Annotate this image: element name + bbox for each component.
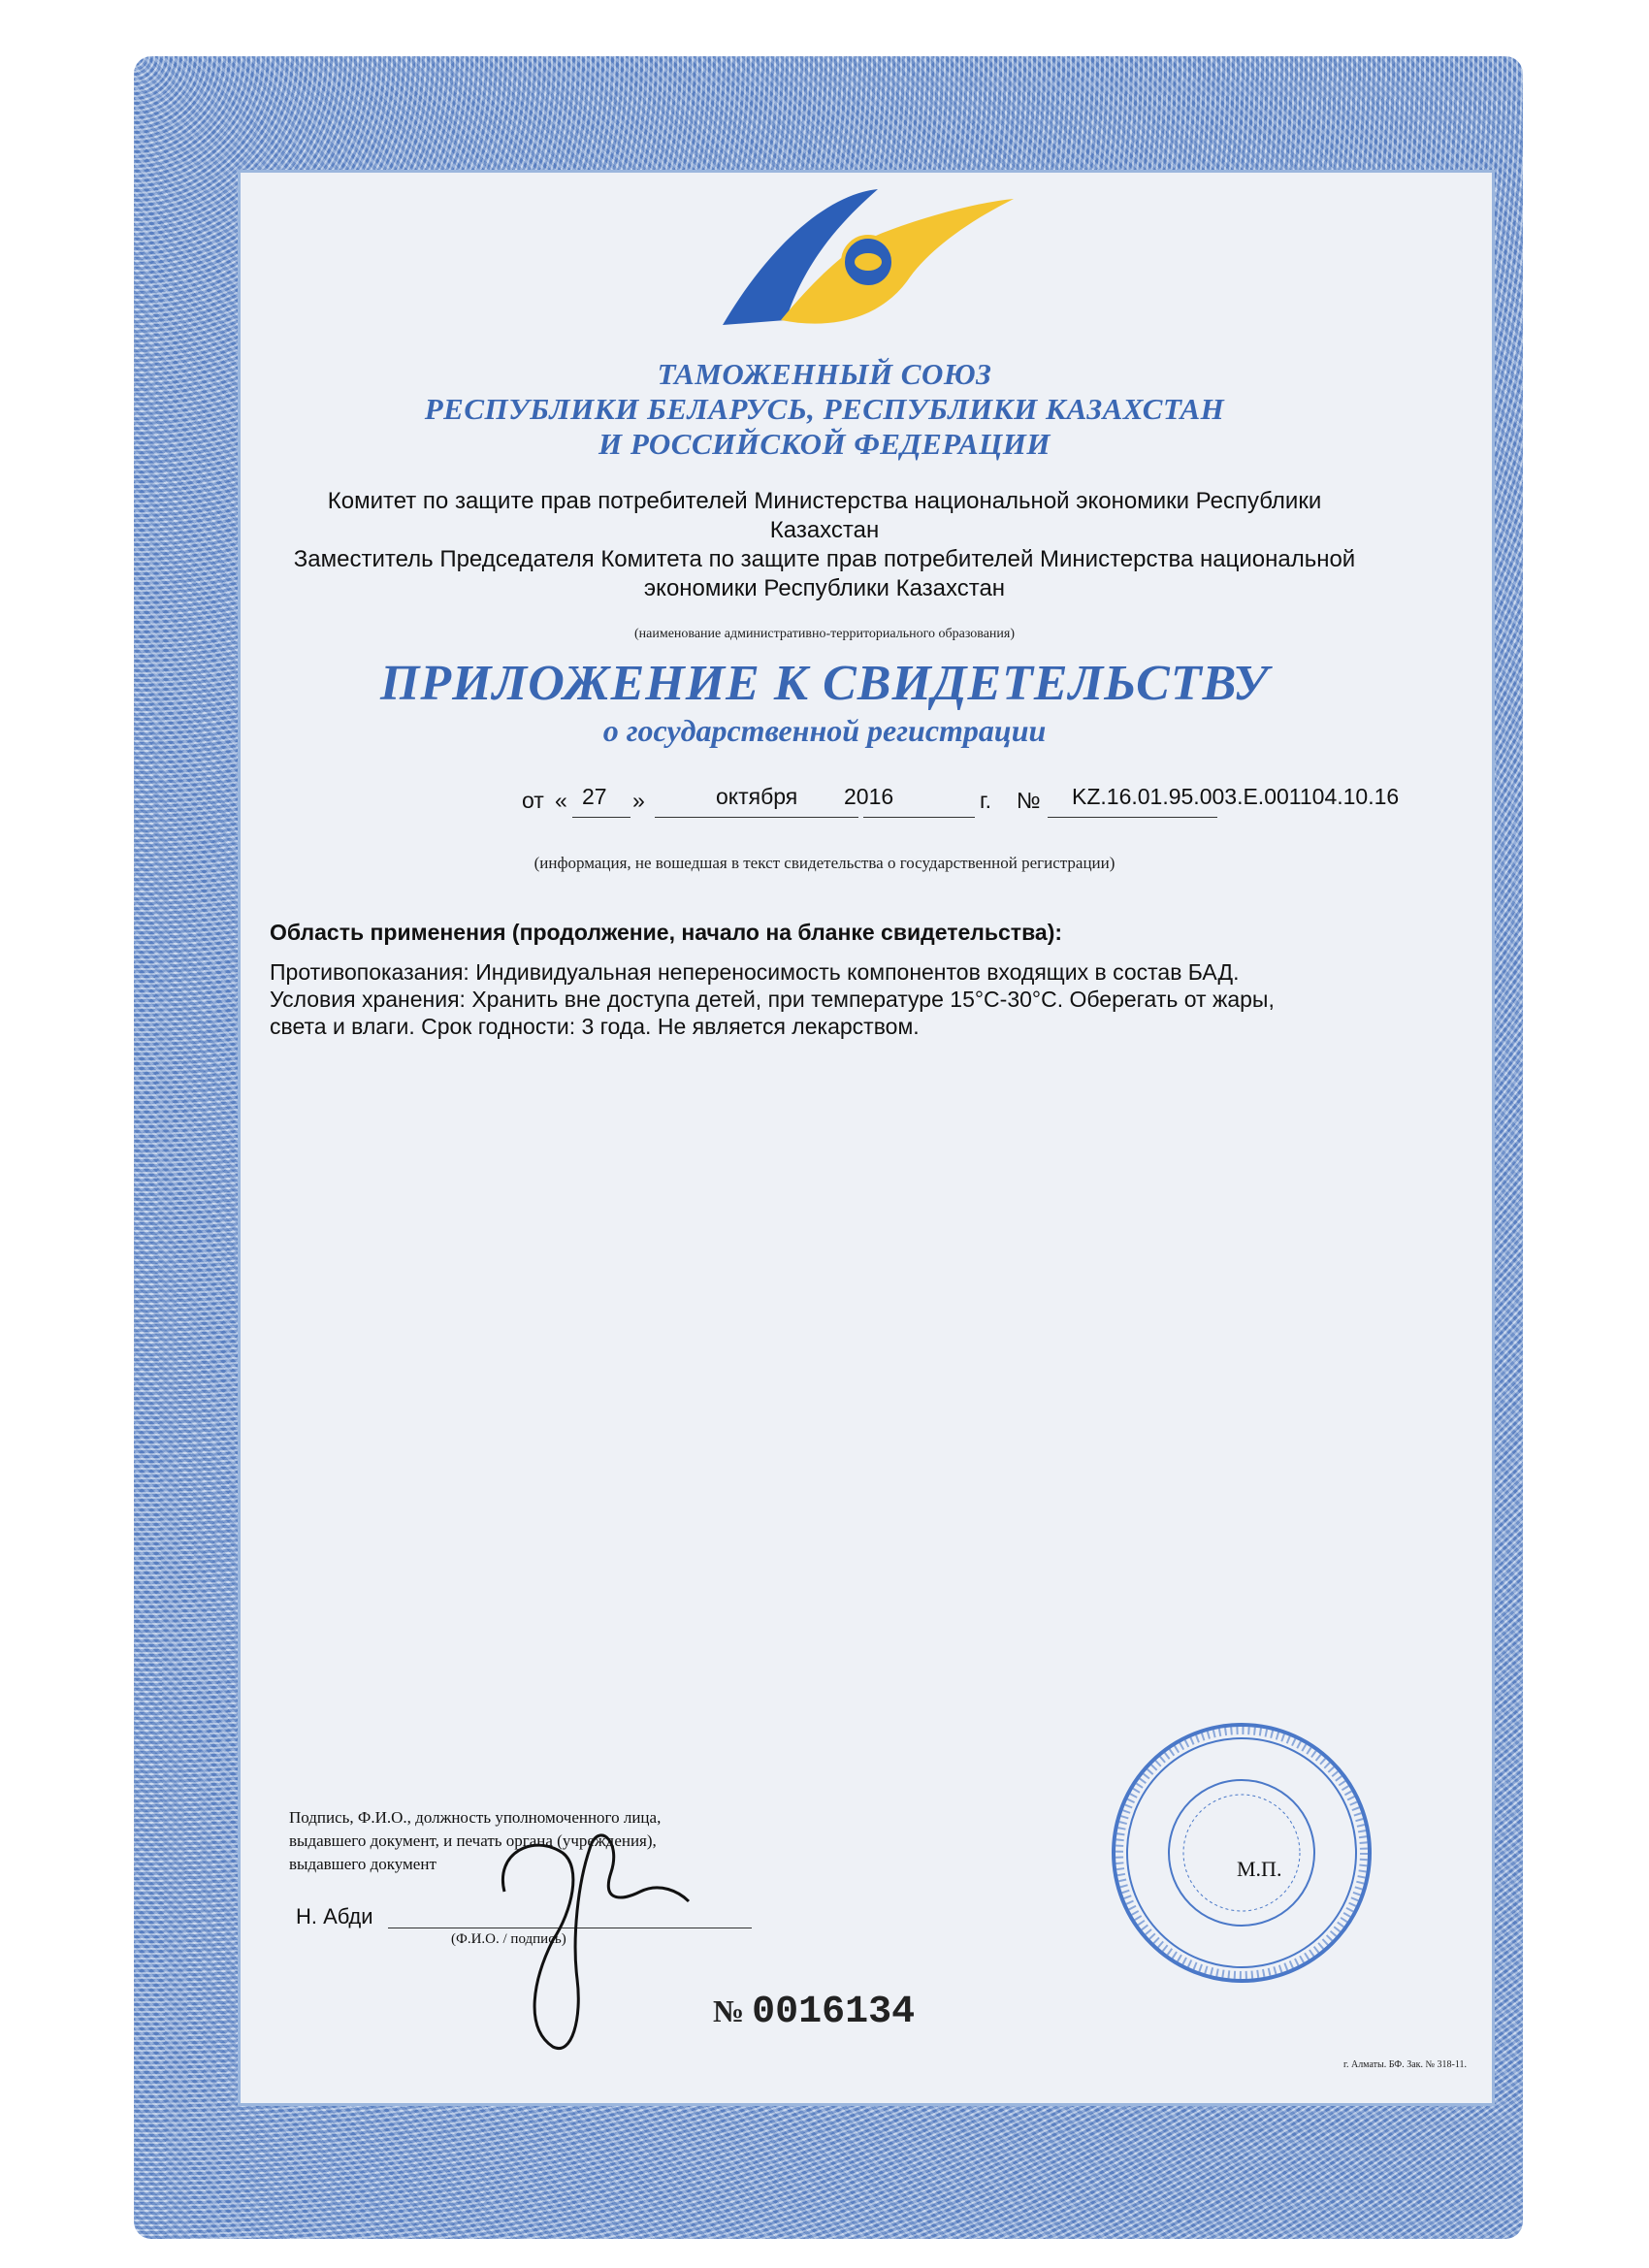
union-title-line3: И РОССИЙСКОЙ ФЕДЕРАЦИИ [598,427,1051,461]
date-day: 27 [582,784,607,809]
number-sign: № [1017,788,1041,813]
committee-note: (наименование административно-территориального образования) [633,627,1016,641]
day-underline [572,817,630,818]
number-underline [1048,817,1217,818]
committee-line4: экономики Республики Казахстан [643,575,1006,601]
official-stamp [1106,1717,1377,1989]
date-year-suffix: г. [980,788,991,813]
date-quote-open: « [555,788,567,813]
union-title-line1: ТАМОЖЕННЫЙ СОЮЗ [657,357,992,391]
signature-note-line1: Подпись, Ф.И.О., должность уполномоченного лица, [289,1808,662,1827]
committee-line2: Казахстан [769,517,880,543]
stamp-label: М.П. [1237,1857,1282,1881]
content-line2: Условия хранения: Хранить вне доступа детей, при температуре 15°С-30°С. Оберегать от жары, [270,987,1275,1012]
union-title-line2: РЕСПУБЛИКИ БЕЛАРУСЬ, РЕСПУБЛИКИ КАЗАХСТАН [424,392,1225,426]
date-line-note: (информация, не вошедшая в текст свидетельства о государственной регистрации) [534,854,1116,872]
document-title: ПРИЛОЖЕНИЕ К СВИДЕТЕЛЬСТВУ [379,656,1270,711]
blank-number [713,1991,915,2034]
year-underline [863,817,975,818]
blank-number-sign: № [713,1993,745,2028]
date-month: октября [716,784,798,809]
signature-note-line2: выдавшего документ, и печать органа (учреждения), [289,1831,657,1850]
blank-number-value: 0016134 [752,1991,916,2034]
content-line1: Противопоказания: Индивидуальная непереносимость компонентов входящих в состав БАД. [270,959,1240,985]
date-from-label: от [522,788,544,813]
print-info: г. Алматы. БФ. Зак. № 318-11. [1343,2059,1468,2070]
document-subtitle: о государственной регистрации [602,713,1047,748]
committee-line3: Заместитель Председателя Комитета по защите прав потребителей Министерства национальной [293,546,1356,572]
content-heading: Область применения (продолжение, начало на бланке свидетельства): [270,920,1063,945]
certificate-number: KZ.16.01.95.003.E.001104.10.16 [1072,784,1400,809]
signature-note-line3: выдавшего документ [289,1855,436,1873]
date-year: 2016 [844,784,894,809]
month-underline [655,817,858,818]
committee-line1: Комитет по защите прав потребителей Министерства национальной экономики Республики [327,488,1322,514]
handwritten-signature [475,1824,698,2057]
date-quote-close: » [632,788,645,813]
customs-union-emblem [713,184,1023,330]
signatory-name: Н. Абди [296,1904,373,1928]
signature-name-note: (Ф.И.О. / подпись) [451,1931,566,1947]
content-line3: света и влаги. Срок годности: 3 года. Не является лекарством. [270,1014,920,1039]
